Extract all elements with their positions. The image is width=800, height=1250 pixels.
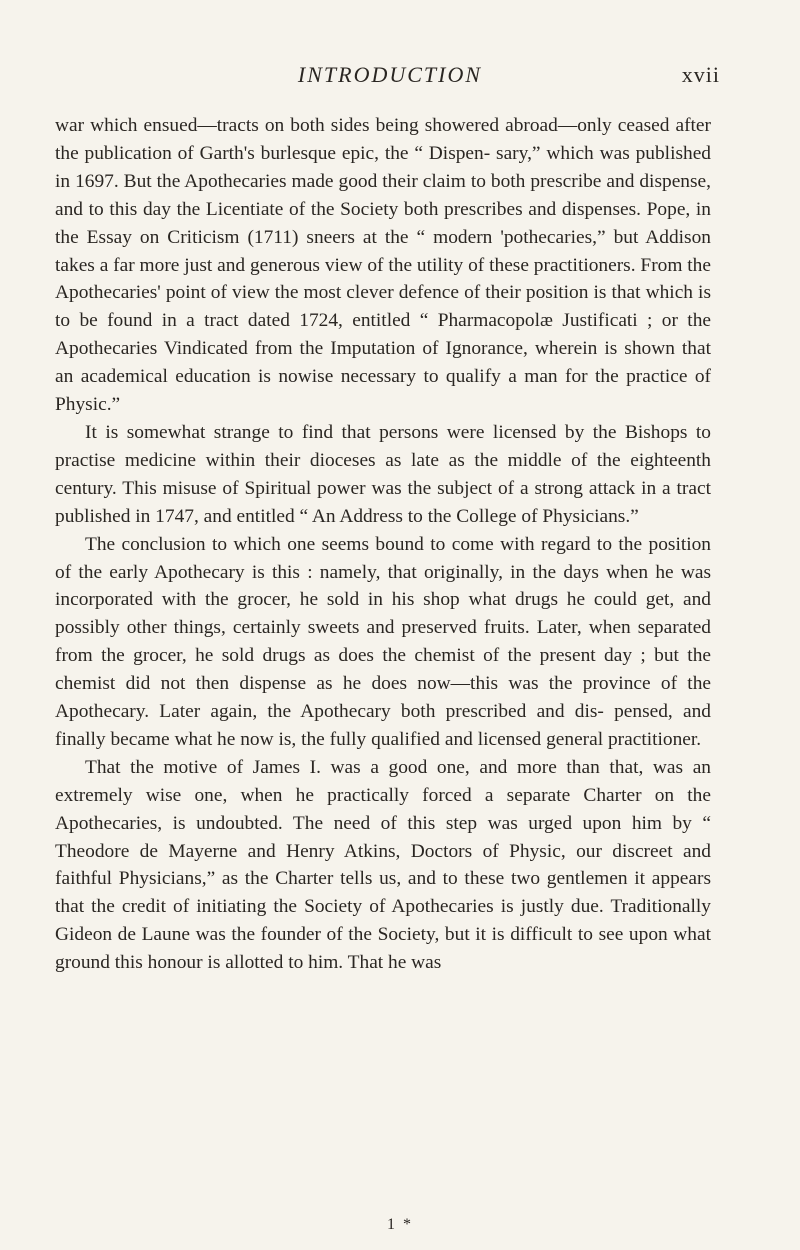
paragraph-3: The conclusion to which one seems bound to come with regard to the position of the early Apothecary is this : namely, that originally, in the days when he was incorporated with the grocer, he sold in his shop what drugs he could get, and possibly other things, certainly sweets and preserved fruits. Later, when separated from the grocer, he sold drugs as does the chemist of the present day ; but the chemist did not then dispense as he does now—this was the province of the Apothecary. Later again, the Apothecary both prescribed and dis- pensed, and finally became what he now is, the fully qualified and licensed general practitioner.: [55, 533, 711, 750]
page-number: xvii: [681, 62, 720, 87]
running-title: INTRODUCTION: [297, 62, 483, 87]
signature-mark: 1 *: [387, 1216, 413, 1233]
paragraph-4: That the motive of James I. was a good one, and more than that, was an extremely wise one, when he practically forced a separate Charter on the Apothecaries, is undoubted. The need of this step was urged upon him by “ Theodore de Mayerne and Henry Atkins, Doctors of Physic, our discreet and faithful Physicians,” as the Charter tells us, and to these two gentlemen it appears that the credit of initiating the Society of Apothecaries is justly due. Traditionally Gideon de Laune was the founder of the Society, but it is difficult to see upon what ground this honour is allotted to him. That he was: [55, 756, 711, 974]
running-head: [60, 62, 720, 96]
body-text: [55, 112, 711, 977]
paragraph-1: war which ensued—tracts on both sides being showered abroad—only ceased after the publication of Garth's burlesque epic, the “ Dispen- sary,” which was published in 1697. But the Apothecaries made good their claim to both prescribe and dispense, and to this day the Licentiate of the Society both prescribes and dispenses. Pope, in the Essay on Criticism (1711) sneers at the “ modern 'pothecaries,” but Addison takes a far more just and generous view of the utility of these practitioners. From the Apothecaries' point of view the most clever defence of their position is that which is to be found in a tract dated 1724, entitled “ Pharmacopolæ Justificati ; or the Apothecaries Vindicated from the Imputation of Ignorance, wherein is shown that an academical education is nowise necessary to qualify a man for the practice of Physic.”: [55, 115, 711, 416]
paragraph-2: It is somewhat strange to find that persons were licensed by the Bishops to practise medicine within their dioceses as late as the middle of the eighteenth century. This misuse of Spiritual power was the subject of a strong attack in a tract published in 1747, and entitled “ An Address to the College of Physicians.”: [55, 421, 711, 527]
